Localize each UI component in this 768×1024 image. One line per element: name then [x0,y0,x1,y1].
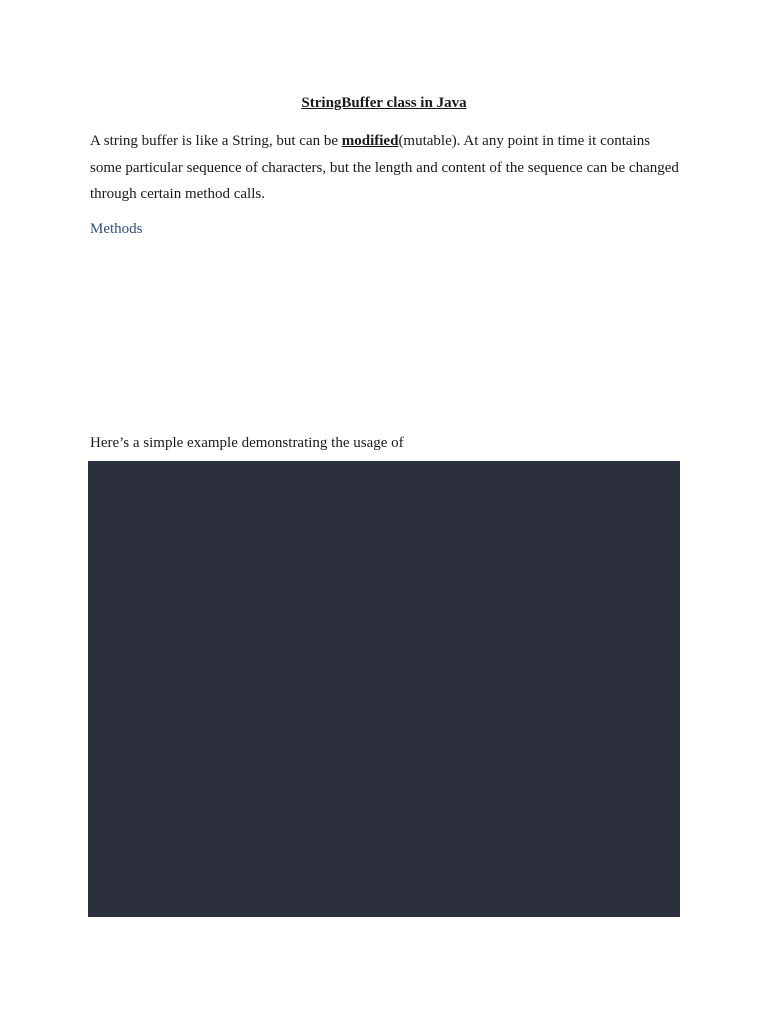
methods-heading: Methods [90,221,143,237]
code-block [88,461,680,917]
intro-text-after: (mutable). At any point in time it contains some particular sequence of characters, but the length and content of the sequence can be changed through certain method calls. [90,133,679,202]
document-title: StringBuffer class in Java [301,95,467,111]
example-intro-text: Here’s a simple example demonstrating the usage of [90,435,404,451]
intro-paragraph [90,128,680,208]
intro-emphasis: modified [341,133,399,149]
intro-text-before: A string buffer is like a String, but can be [90,133,342,149]
